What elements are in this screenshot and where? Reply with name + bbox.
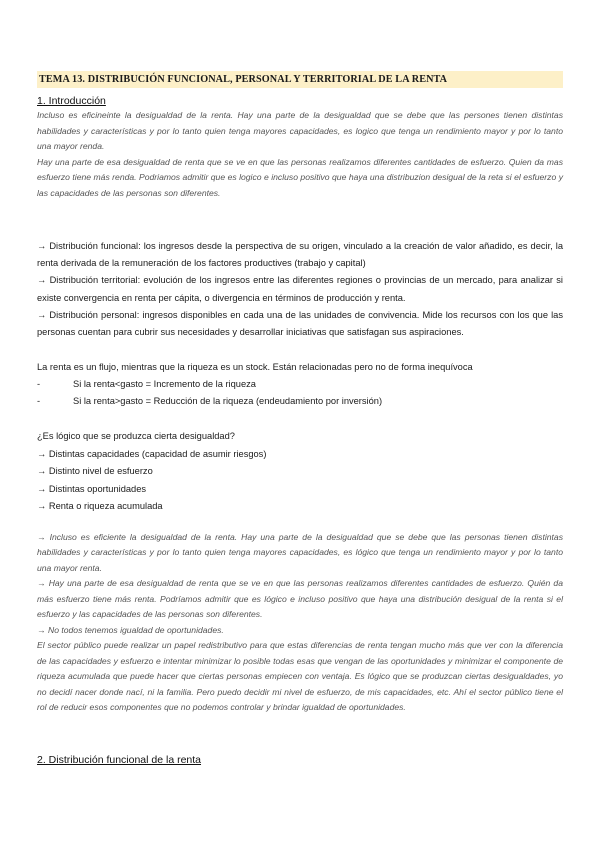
reason-item: → Distintas capacidades (capacidad de asumir riesgos) [37, 448, 267, 459]
reason-item: → Distinto nivel de esfuerzo [37, 466, 153, 477]
explanation-paragraph: → No todos tenemos igualdad de oportunidades. [37, 624, 224, 635]
distribution-personal: → Distribución personal: ingresos disponibles en cada una de las unidades de convivencia. Mide los recursos con los que las personas cuentan para cubrir sus necesidades y desarrollar iniciativas que satisfagan sus aspiraciones. [37, 309, 563, 338]
explanation-paragraph: El sector público puede realizar un papel redistributivo para que estas diferencias de renta tengan mucho más que ver con la diferencia de las capacidades y esfuerzo e intentar minimizar lo posible todas esas que vengan de las oportunidades y minimizar el componente de riqueza acumulada que puede hacer que ciertas personas empiecen con ventaja. Es lógico que se produzcan ciertas desigualdades, yo no decidí nacer donde nací, ni la familia. Pero puedo decidir mi nivel de esfuerzo, de mis capacidades, etc. Ahí el sector público tiene el rol de reducir esos componentes que no podemos controlar y brindar igualdad de oportunidades. [37, 640, 563, 713]
bullet-text: Si la renta<gasto = Incremento de la riqueza [73, 379, 256, 390]
distribution-functional: → Distribución funcional: los ingresos desde la perspectiva de su origen, vinculado a la creación de valor añadido, es decir, la renta derivada de la remuneración de los factores productives (trabajo y capital) [37, 241, 563, 269]
explanation-paragraph: → Hay una parte de esa desigualdad de renta que se ve en que las personas realizamos diferentes cantidades de esfuerzo. Quién da más esfuerzo tiene más renta. Podríamos admitir que es lógico e incluso positivo que haya una distribución desigual de la renta si el esfuerzo y las capacidades de las personas son diferentes. [37, 578, 563, 620]
reason-item: → Renta o riqueza acumulada [37, 501, 163, 512]
distribution-territorial: → Distribución territorial: evolución de los ingresos entre las diferentes regiones o provincias de un mercado, para analizar si existe convergencia en renta per cápita, o divergencia en términos de producción y renta. [37, 275, 563, 303]
bullet-dash: - [37, 396, 41, 407]
intro-paragraph: Incluso es eficineinte la desigualdad de la renta. Hay una parte de la desigualdad que se debe que las persones tienen distintas habilidades y características y por lo tanto quien tenga mayores capacidades, es logico que tenga un rendimiento mayor y por lo tanto una mayor renda. [37, 110, 563, 151]
explanation-paragraph: → Incluso es eficiente la desigualdad de la renta. Hay una parte de la desigualdad que se debe que las personas tienen distintas habilidades y características y por lo tanto quien tenga mayores capacidades, es lógico que tenga un rendimiento mayor y por lo tanto una mayor renta. [37, 531, 563, 573]
document-title: TEMA 13. DISTRIBUCIÓN FUNCIONAL, PERSONAL Y TERRITORIAL DE LA RENTA [37, 71, 563, 88]
document-body [37, 71, 563, 767]
list-item [37, 376, 563, 393]
intro-paragraph: Hay una parte de esa desigualdad de renta que se ve en que las personas realizamos diferentes cantidades de esfuerzo. Quien da mas esfuerzo tiene más renda. Podriamos admitir que es logico e incluso positivo que haya una distribuzion desigual de la reta si el esfuerzo y las capacidades de las personas son diferentes. [37, 156, 563, 198]
reason-item: → Distintas oportunidades [37, 483, 147, 494]
flow-stock-statement: La renta es un flujo, mientras que la riqueza es un stock. Están relacionadas pero no de forma inequívoca [37, 362, 473, 373]
question-text: ¿Es lógico que se produzca cierta desigualdad? [37, 431, 235, 442]
bullet-dash: - [37, 379, 41, 390]
bullet-text: Si la renta>gasto = Reducción de la riqueza (endeudamiento por inversión) [73, 396, 383, 407]
section-heading-distribucion-funcional: 2. Distribución funcional de la renta [37, 753, 202, 766]
section-heading-introduccion: 1. Introducción [37, 95, 106, 107]
list-item [37, 393, 563, 410]
